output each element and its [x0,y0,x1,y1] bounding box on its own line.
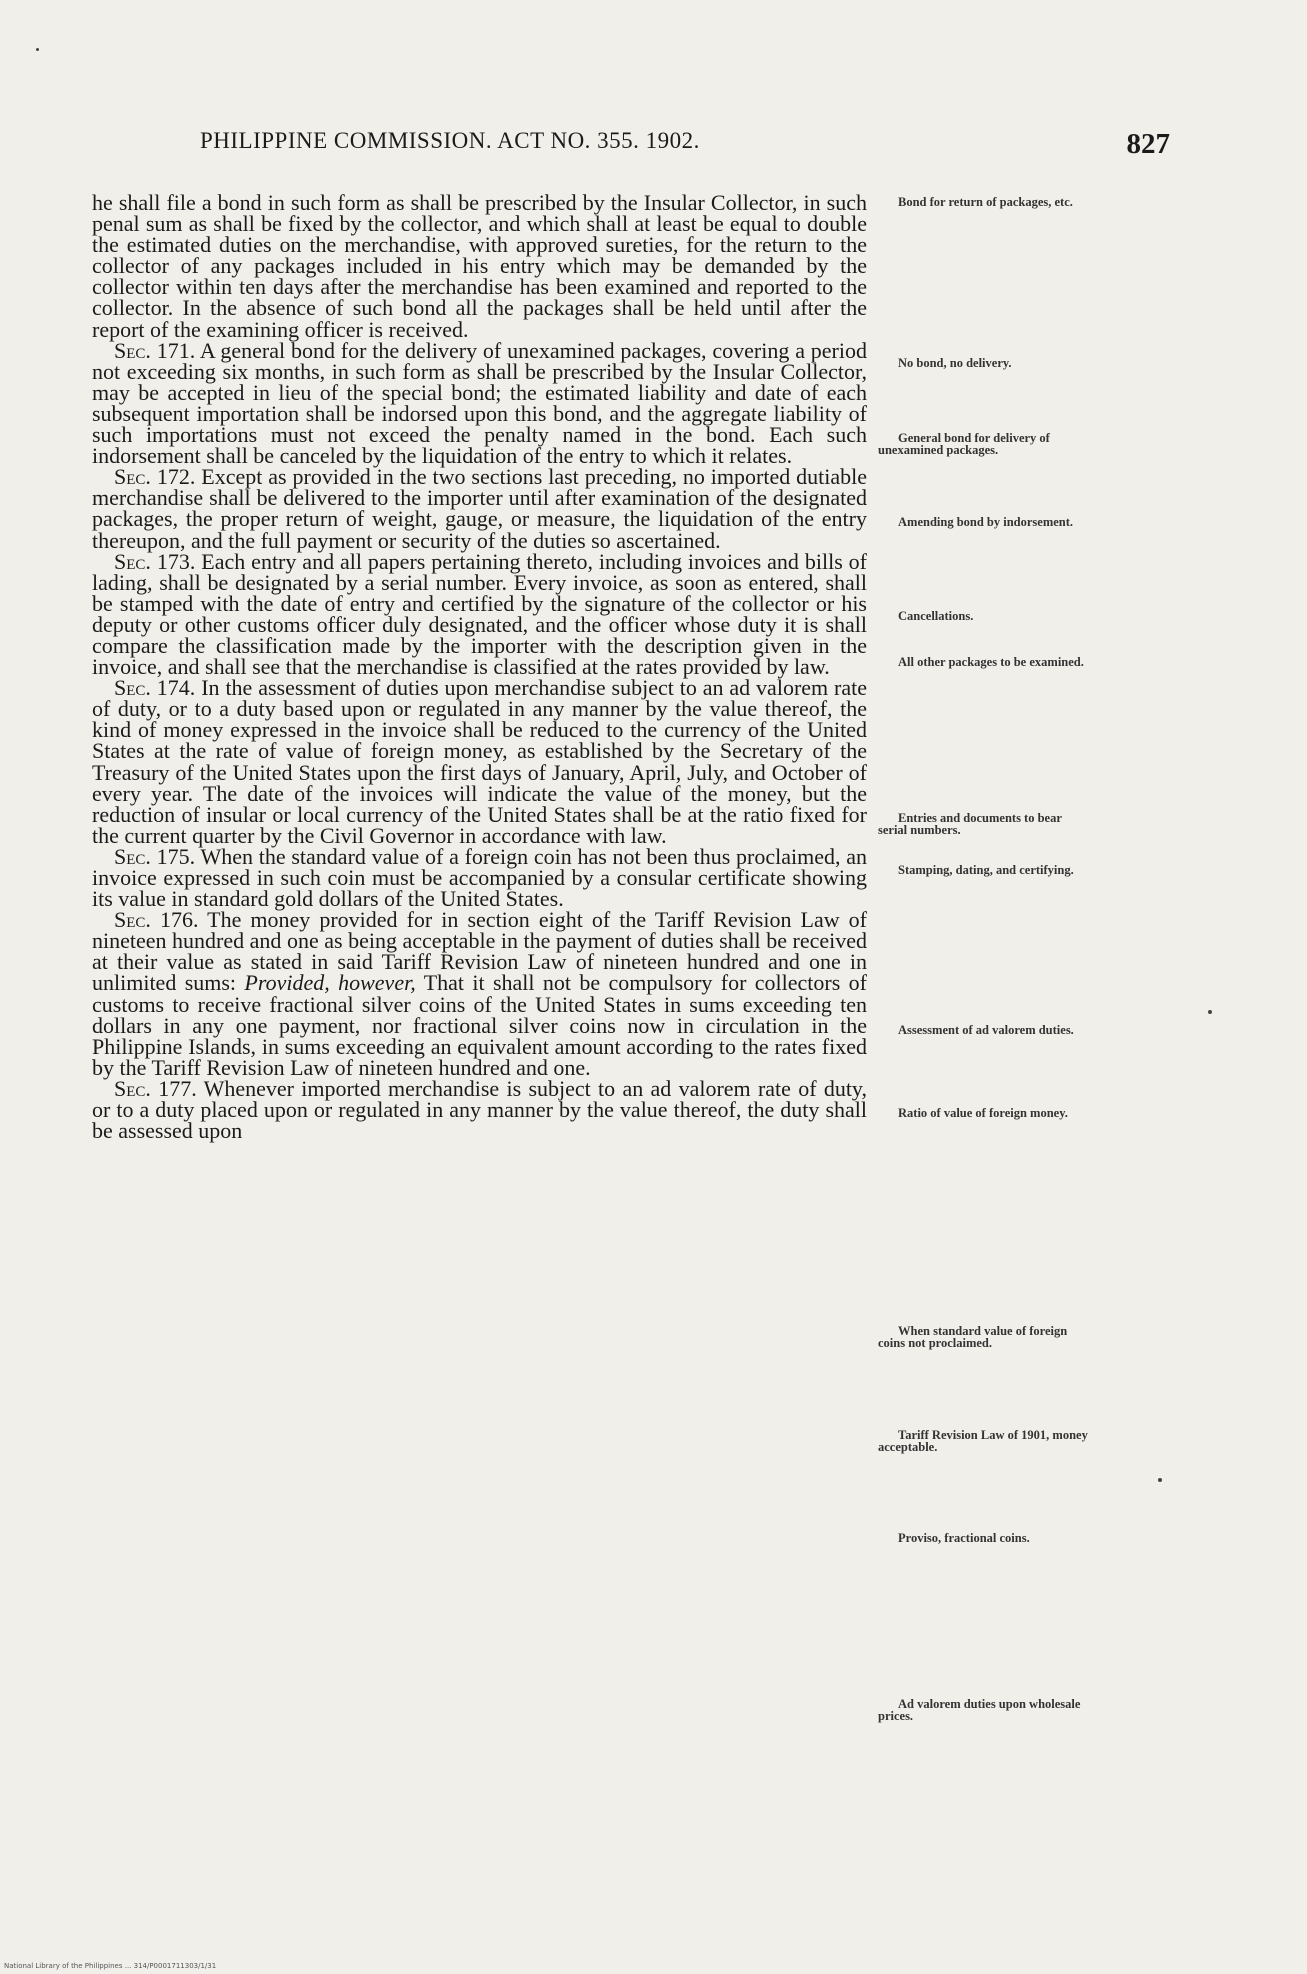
page-number: 827 [1126,128,1170,160]
margin-note: General bond for delivery of unexamined packages. [878,431,1050,457]
margin-note: Entries and documents to bear serial numbers. [878,811,1062,837]
margin-note: Bond for return of packages, etc. [898,195,1073,209]
running-head [190,128,1180,168]
scan-speck [1208,1010,1212,1014]
margin-note: Ratio of value of foreign money. [898,1106,1068,1120]
running-head-title: PHILIPPINE COMMISSION. ACT NO. 355. 1902. [200,128,700,153]
section-172: Sec. 172. Except as provided in the two sections last preceding, no imported dutiable merchandise shall be delivered to the importer until after examination of the designated packages, the proper return of weight, gauge, or measure, the liquidation of the entry thereupon, and the full payment or security of the duties so ascertained. [92,464,868,553]
margin-note: When standard value of foreign coins not proclaimed. [878,1324,1068,1350]
margin-note: Tariff Revision Law of 1901, money acceptable. [878,1428,1088,1454]
section-173: Sec. 173. Each entry and all papers pertaining thereto, including invoices and bills of lading, shall be designated by a serial number. Every invoice, as soon as entered, shall be stamped with the date of entry and certified by the signature of the collector or his deputy or other customs officer duly designated, and the officer whose duty it is shall compare the classification made by the importer with the description given in the invoice, and shall see that the merchandise is classified at the rates provided by law. [92,548,868,680]
scan-footer: National Library of the Philippines ... 314/P0001711303/1/31 [4,1962,217,1970]
margin-note: Cancellations. [898,609,974,623]
margin-note: Amending bond by indorsement. [898,515,1074,529]
margin-note: Stamping, dating, and certifying. [898,863,1074,877]
margin-note: Assessment of ad valorem duties. [898,1023,1074,1037]
margin-note: All other packages to be examined. [898,655,1084,669]
scan-speck [1158,1478,1162,1482]
scan-speck [36,48,39,51]
margin-note: No bond, no delivery. [898,356,1012,370]
paragraph-continuation: he shall file a bond in such form as shall be prescribed by the Insular Collector, in such penal sum as shall be fixed by the collector, and which shall at least be equal to double the estimated duties on the merchandise, with approved sureties, for the return to the collector of any packages included in his entry which may be demanded by the collector within ten days after the merchandise has been examined and reported to the collector. In the absence of such bond all the packages shall be held until after the report of the examining officer is received. [92,190,867,342]
section-175: Sec. 175. When the standard value of a foreign coin has not been thus proclaimed, an invoice expressed in such coin must be accompanied by a consular certificate showing its value in standard gold dollars of the United States. [92,843,867,912]
section-177: Sec. 177. Whenever imported merchandise is subject to an ad valorem rate of duty, or to a duty placed upon or regulated in any manner by the value thereof, the duty shall be assessed upon [92,1075,868,1144]
proviso-italic: Provided, however, [244,970,416,996]
margin-note: Proviso, fractional coins. [898,1531,1030,1545]
section-174: Sec. 174. In the assessment of duties upon merchandise subject to an ad valorem rate of duty, or to a duty based upon or regulated in any manner by the value thereof, the kind of money expressed in the invoice shall be reduced to the currency of the United States at the rate of value of foreign money, as established by the Secretary of the Treasury of the United States upon the first days of January, April, July, and October of every year. The date of the invoices will indicate the value of the money, but the reduction of insular or local currency of the United States shall be at the ratio fixed for the current quarter by the Civil Governor in accordance with law. [92,675,868,848]
margin-note: Ad valorem duties upon wholesale prices. [878,1697,1081,1723]
body-text [92,190,868,1144]
section-176: Sec. 176. The money provided for in section eight of the Tariff Revision Law of nineteen hundred and one as being acceptable in the payment of duties shall be received at their value as stated in said Tariff Revision Law of nineteen hundred and one in unlimited sums: Provided, however, That it shall not be compulsory for collectors of customs to receive fractional silver coins of the United States in sums exceeding ten dollars in any one payment, nor fractional silver coins now in circulation in the Philippine Islands, in sums exceeding an equivalent amount according to the rates fixed by the Tariff Revision Law of nineteen hundred and one. [92,907,868,1080]
section-171: Sec. 171. A general bond for the delivery of unexamined packages, covering a period not exceeding six months, in such form as shall be prescribed by the Insular Collector, may be accepted in lieu of the special bond; the estimated liability and date of each subsequent importation shall be indorsed upon this bond, and the aggregate liability of such importations must not exceed the penalty named in the bond. Each such indorsement shall be canceled by the liquidation of the entry to which it relates. [92,337,867,469]
